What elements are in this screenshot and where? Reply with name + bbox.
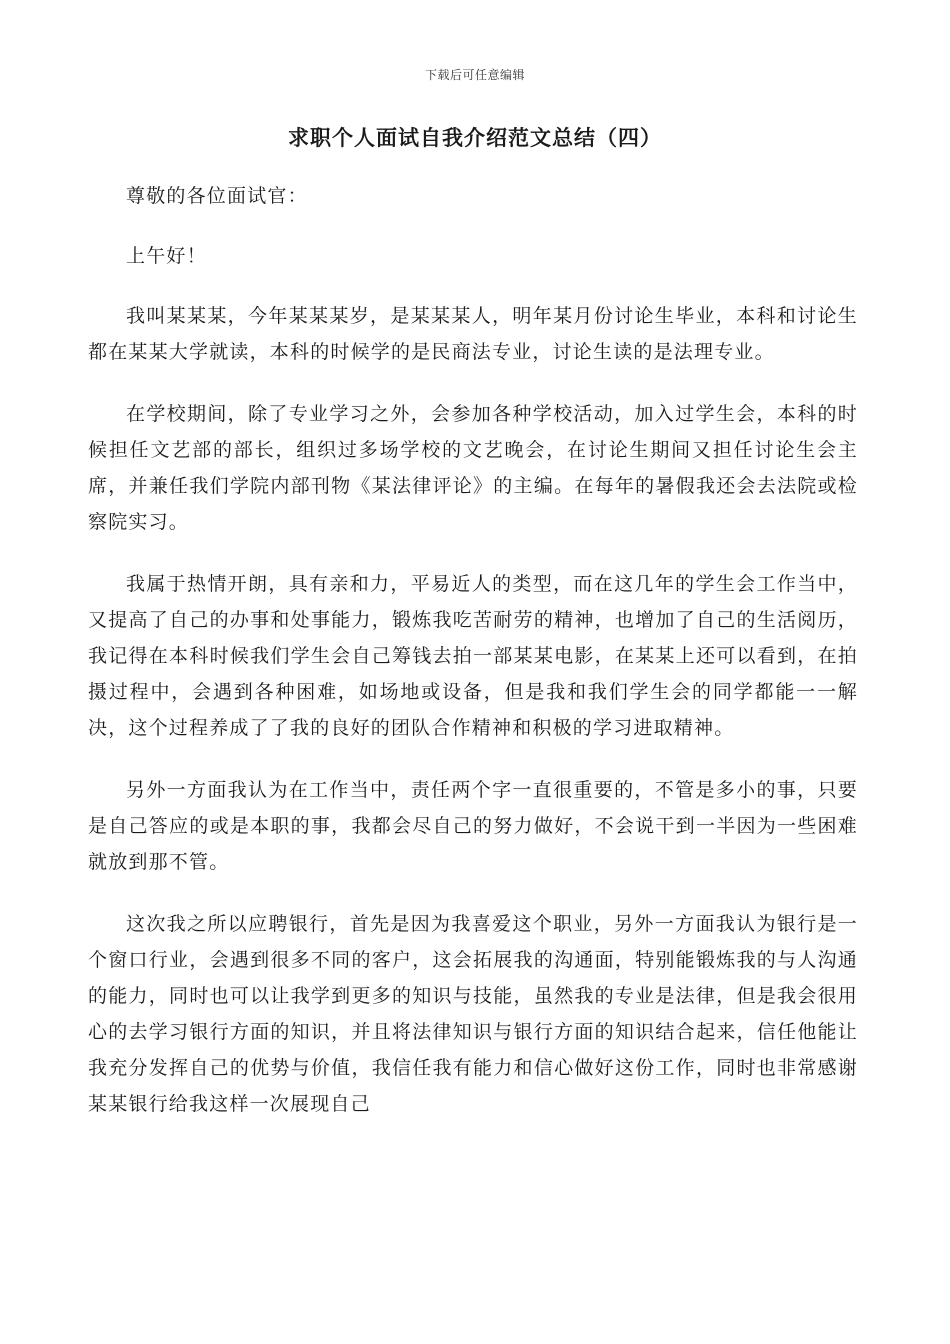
- header-note: 下载后可任意编辑: [424, 68, 525, 82]
- document-body: [88, 178, 858, 1148]
- paragraph-intro: 我叫某某某，今年某某某岁，是某某某人，明年某月份讨论生毕业，本科和讨论生都在某某大学就读，本科的时候学的是民商法专业，讨论生读的是法理专业。: [88, 305, 858, 363]
- paragraph-responsibility: 另外一方面我认为在工作当中，责任两个字一直很重要的，不管是多小的事，只要是自己答应的或是本职的事，我都会尽自己的努力做好，不会说干到一半因为一些困难就放到那不管。: [88, 779, 858, 873]
- paragraph-personality: 我属于热情开朗，具有亲和力，平易近人的类型，而在这几年的学生会工作当中，又提高了自己的办事和处事能力，锻炼我吃苦耐劳的精神，也增加了自己的生活阅历，我记得在本科时候我们学生会自己筹钱去拍一部某某电影，在某某上还可以看到，在拍摄过程中，会遇到各种困难，如场地或设备，但是我和我们学生会的同学都能一一解决，这个过程养成了了我的良好的团队合作精神和积极的学习进取精神。: [88, 573, 858, 739]
- paragraph-school-activities: 在学校期间，除了专业学习之外，会参加各种学校活动，加入过学生会，本科的时候担任文艺部的部长，组织过多场学校的文艺晚会，在讨论生期间又担任讨论生会主席，并兼任我们学院内部刊物《某法律评论》的主编。在每年的暑假我还会去法院或检察院实习。: [88, 403, 858, 533]
- greeting: 上午好！: [126, 245, 207, 267]
- salutation: 尊敬的各位面试官：: [126, 185, 308, 207]
- document-title: 求职个人面试自我介绍范文总结（四）: [288, 125, 662, 150]
- paragraph-motivation: 这次我之所以应聘银行，首先是因为我喜爱这个职业，另外一方面我认为银行是一个窗口行业，会遇到很多不同的客户，这会拓展我的沟通面，特别能锻炼我的与人沟通的能力，同时也可以让我学到更多的知识与技能，虽然我的专业是法律，但是我会很用心的去学习银行方面的知识，并且将法律知识与银行方面的知识结合起来，信任他能让我充分发挥自己的优势与价值，我信任我有能力和信心做好这份工作，同时也非常感谢某某银行给我这样一次展现自己: [88, 913, 858, 1115]
